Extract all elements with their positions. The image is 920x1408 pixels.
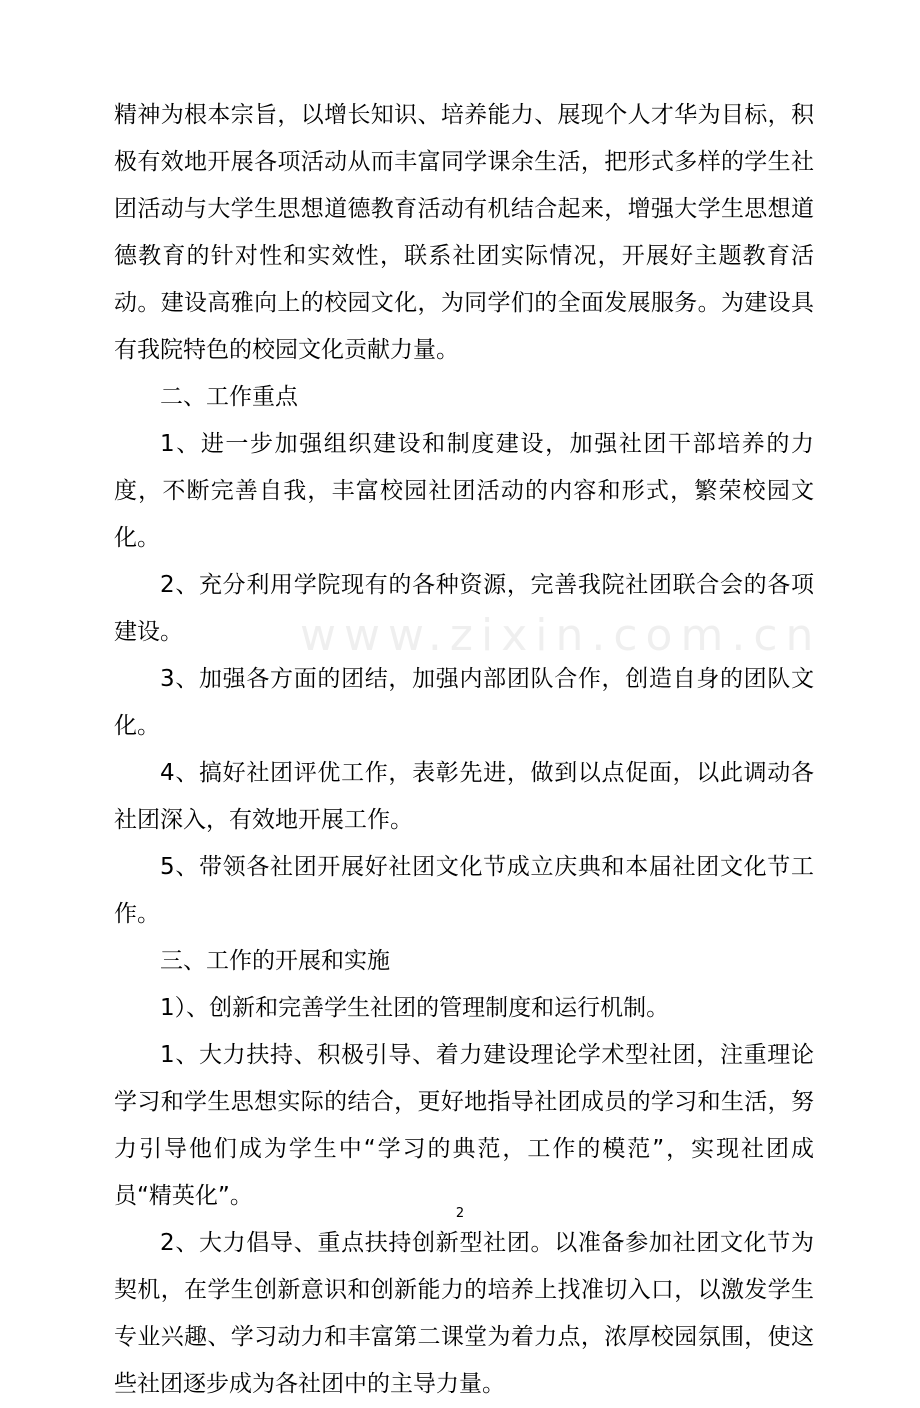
- list-item-focus-2: 2、充分利用学院现有的各种资源，完善我院社团联合会的各项建设。: [114, 572, 814, 645]
- list-item-focus-3: 3、加强各方面的团结，加强内部团队合作，创造自身的团队文化。: [114, 666, 814, 739]
- list-item-focus-5: 5、带领各社团开展好社团文化节成立庆典和本届社团文化节工作。: [114, 854, 814, 927]
- list-item-implementation-1: 1、大力扶持、积极引导、着力建设理论学术型社团，注重理论学习和学生思想实际的结合，更好地指导社团成员的学习和生活，努力引导他们成为学生中“学习的典范，工作的模范”，实现社团成员“精英化”。: [114, 1042, 814, 1209]
- watermark: www.zixin.com.cn: [300, 610, 822, 661]
- list-item-focus-4: 4、搞好社团评优工作，表彰先进，做到以点促面，以此调动各社团深入，有效地开展工作。: [114, 760, 814, 833]
- list-item-focus-1: 1、进一步加强组织建设和制度建设，加强社团干部培养的力度，不断完善自我，丰富校园社团活动的内容和形式，繁荣校园文化。: [114, 431, 814, 551]
- heading-work-focus: 二、工作重点: [160, 384, 298, 410]
- heading-implementation: 三、工作的开展和实施: [160, 948, 390, 974]
- paragraph-intro: 精神为根本宗旨，以增长知识、培养能力、展现个人才华为目标，积极有效地开展各项活动从而丰富同学课余生活，把形式多样的学生社团活动与大学生思想道德教育活动有机结合起来，增强大学生思想道德教育的针对性和实效性，联系社团实际情况，开展好主题教育活动。建设高雅向上的校园文化，为同学们的全面发展服务。为建设具有我院特色的校园文化贡献力量。: [114, 102, 814, 363]
- list-item-implementation-2: 2、大力倡导、重点扶持创新型社团。以准备参加社团文化节为契机，在学生创新意识和创新能力的培养上找准切入口，以激发学生专业兴趣、学习动力和丰富第二课堂为着力点，浓厚校园氛围，使这些社团逐步成为各社团中的主导力量。: [114, 1230, 814, 1397]
- subheading-management: 1）、创新和完善学生社团的管理制度和运行机制。: [160, 995, 670, 1021]
- page-number: 2: [455, 1206, 465, 1221]
